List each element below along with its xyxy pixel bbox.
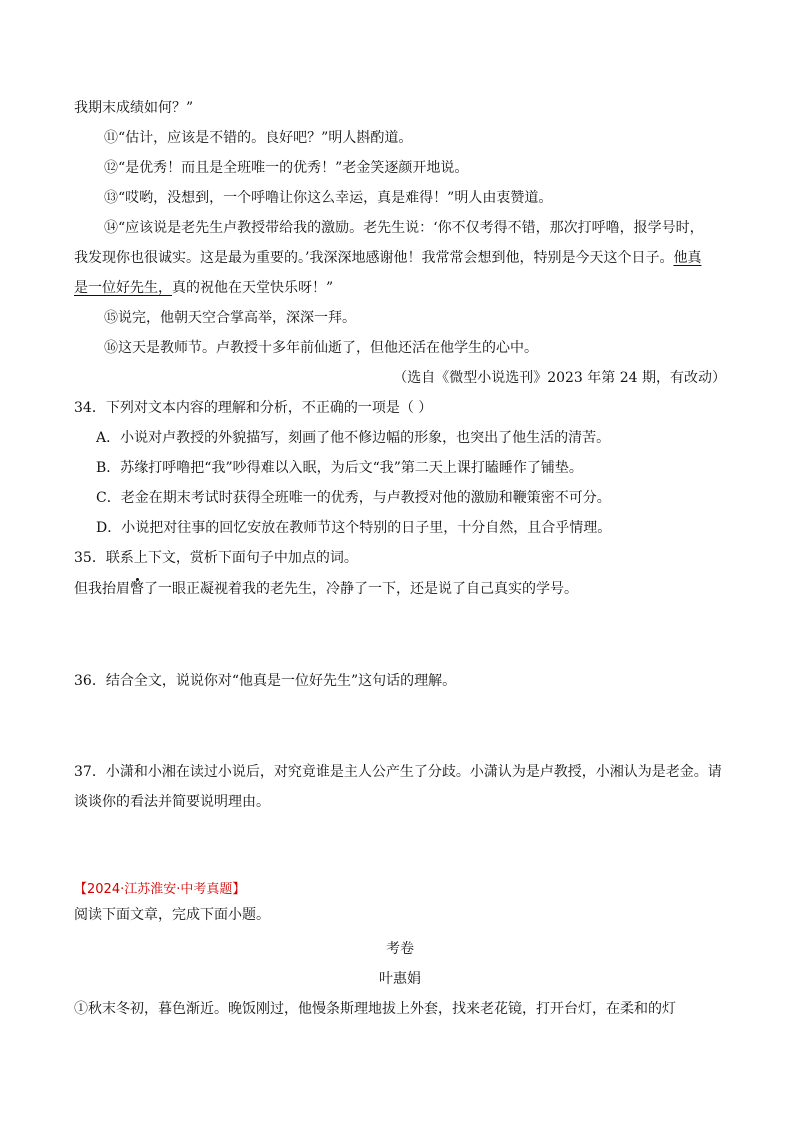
article-title: 考卷 — [386, 941, 414, 957]
source-tag: 【2024·江苏淮安·中考真题】 — [74, 882, 246, 897]
paragraph-12: ⑫“是优秀！而且是全班唯一的优秀！”老金笑逐颜开地说。 — [104, 160, 469, 176]
article-paragraph-1: ①秋末冬初，暮色渐近。晚饭刚过，他慢条斯理地拔上外套，找来老花镜，打开台灯，在柔和的灯 — [74, 1001, 676, 1017]
question-34-option-b: B．苏缘打呼噜把“我”吵得难以入眠，为后文“我”第二天上课打瞌睡作了铺垫。 — [96, 460, 583, 476]
paragraph-14-text: 我发现你也很诚实。这是最为重要的。’我深深地感谢他！我常常会想到他，特别是今天这个日子。 — [74, 250, 674, 266]
question-35-stem: 35．联系上下文，赏析下面句子中加点的词。 — [74, 550, 358, 566]
paragraph-14-line-3 — [74, 278, 333, 298]
paragraph-11: ⑪“估计，应该是不错的。良好吧？”明人斟酌道。 — [104, 130, 413, 146]
question-34-option-a: A．小说对卢教授的外貌描写，刻画了他不修边幅的形象，也突出了他生活的清苦。 — [96, 430, 611, 446]
sentence-text: 但我抬眉 — [74, 581, 130, 597]
paragraph-14-text: 真的祝他在天堂快乐呀！” — [172, 280, 334, 296]
sentence-text: 了一眼正凝视着我的老先生，冷静了一下，还是说了自己真实的学号。 — [144, 581, 578, 597]
story-line: 我期末成绩如何？” — [74, 100, 194, 116]
paragraph-16: ⑯这天是教师节。卢教授十多年前仙逝了，但他还活在他学生的心中。 — [104, 340, 538, 356]
source-citation: （选自《微型小说选刊》2023 年第 24 期，有改动） — [393, 370, 726, 386]
underlined-phrase: 是一位好先生， — [74, 280, 172, 296]
paragraph-13: ⑬“哎哟，没想到，一个呼噜让你这么幸运，真是难得！”明人由衷赞道。 — [104, 190, 553, 206]
underlined-phrase: 他真 — [673, 250, 702, 266]
question-34-option-d: D．小说把对往事的回忆安放在教师节这个特别的日子里，十分自然，且合乎情理。 — [96, 520, 612, 536]
question-34-option-c: C．老金在期末考试时获得全班唯一的优秀，与卢教授对他的激励和鞭策密不可分。 — [96, 490, 611, 506]
article-author: 叶惠娟 — [379, 971, 421, 987]
reading-instruction: 阅读下面文章，完成下面小题。 — [74, 907, 270, 923]
question-37-line-2: 谈谈你的看法并简要说明理由。 — [74, 794, 270, 810]
paragraph-14-line-2 — [74, 248, 701, 268]
paragraph-15: ⑮说完，他朝天空合掌高举，深深一拜。 — [104, 310, 356, 326]
question-35-sentence — [74, 579, 578, 599]
paragraph-14-line-1: ⑭“应该说是老先生卢教授带给我的激励。老先生说：‘你不仅考得不错，那次打呼噜，报学号时， — [104, 220, 704, 236]
question-37-line-1: 37．小潇和小湘在读过小说后，对究竟谁是主人公产生了分歧。小潇认为是卢教授，小湘认为是老金。请 — [74, 764, 722, 780]
question-36-stem: 36．结合全文，说说你对“他真是一位好先生”这句话的理解。 — [74, 673, 457, 689]
dotted-word: 瞥 — [130, 581, 144, 597]
question-34-stem: 34．下列对文本内容的理解和分析，不正确的一项是（ ） — [74, 400, 433, 416]
